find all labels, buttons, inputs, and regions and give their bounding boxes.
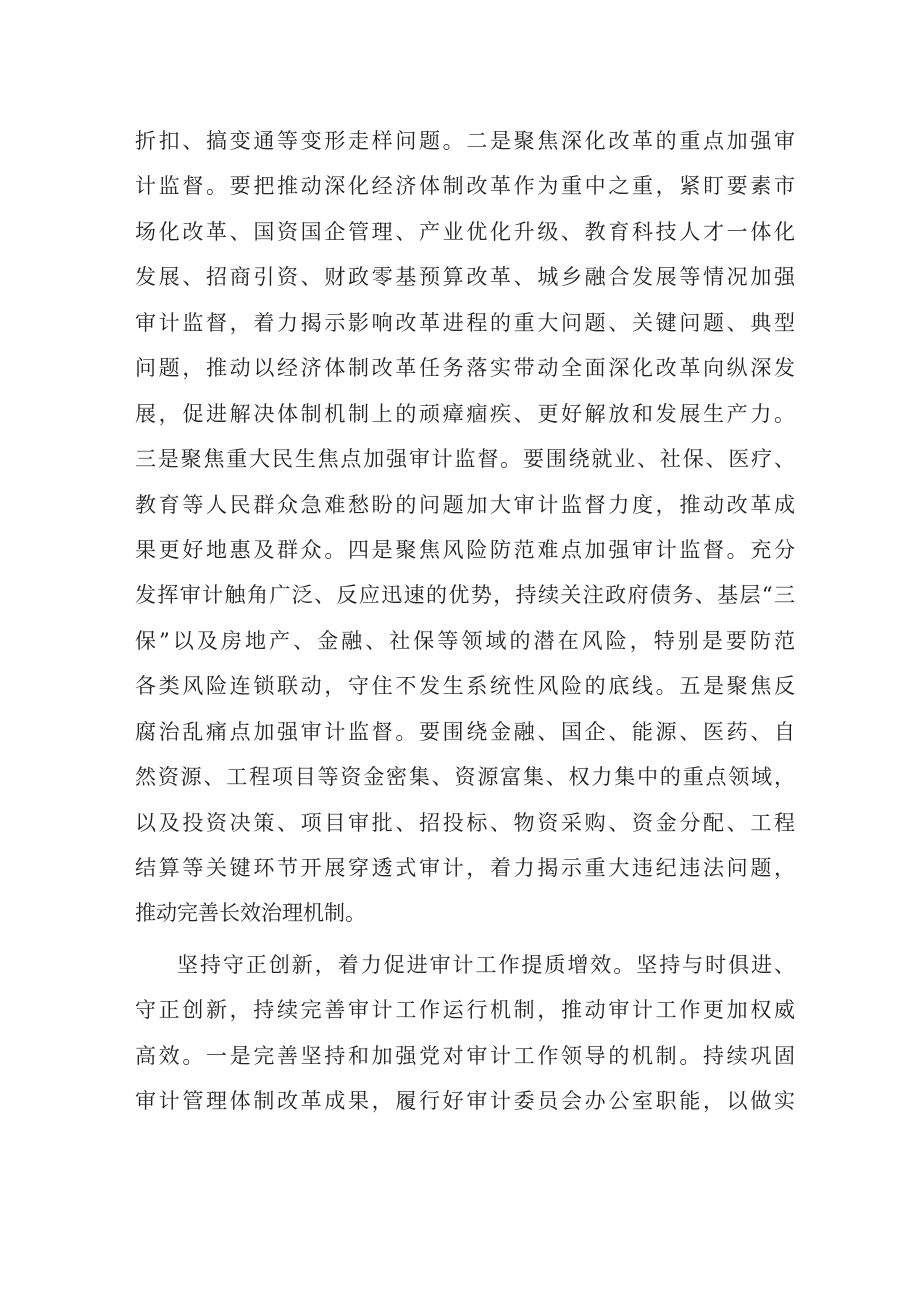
text-line: 守正创新，持续完善审计工作运行机制，推动审计工作更加权威 — [135, 998, 795, 1023]
text-line: 然资源、工程项目等资金密集、资源富集、权力集中的重点领域， — [135, 765, 795, 790]
text-line: 保”以及房地产、金融、社保等领域的潜在风险，特别是要防范 — [135, 628, 795, 653]
paragraph-2 — [135, 943, 795, 1125]
text-line: 发挥审计触角广泛、反应迅速的优势，持续关注政府债务、基层“三 — [135, 583, 795, 608]
document-body — [135, 119, 795, 1125]
text-line: 腐治乱痛点加强审计监督。要围绕金融、国企、能源、医药、自 — [135, 719, 795, 744]
text-line: 场化改革、国资国企管理、产业优化升级、教育科技人才一体化 — [135, 219, 795, 244]
text-line: 坚持守正创新，着力促进审计工作提质增效。坚持与时俱进、 — [177, 952, 795, 977]
text-line: 果更好地惠及群众。四是聚焦风险防范难点加强审计监督。充分 — [135, 537, 795, 562]
text-line: 高效。一是完善坚持和加强党对审计工作领导的机制。持续巩固 — [135, 1043, 795, 1068]
text-line: 教育等人民群众急难愁盼的问题加大审计监督力度，推动改革成 — [135, 492, 795, 517]
text-line: 三是聚焦重大民生焦点加强审计监督。要围绕就业、社保、医疗、 — [135, 447, 795, 472]
text-line: 结算等关键环节开展穿透式审计，着力揭示重大违纪违法问题， — [135, 856, 795, 880]
paragraph-1 — [135, 119, 795, 937]
text-line: 发展、招商引资、财政零基预算改革、城乡融合发展等情况加强 — [135, 265, 795, 290]
text-line: 折扣、搞变通等变形走样问题。二是聚焦深化改革的重点加强审 — [135, 129, 795, 153]
text-line: 问题，推动以经济体制改革任务落实带动全面深化改革向纵深发 — [135, 356, 795, 381]
text-line: 审计监督，着力揭示影响改革进程的重大问题、关键问题、典型 — [135, 310, 795, 335]
text-line: 各类风险连锁联动，守住不发生系统性风险的底线。五是聚焦反 — [135, 674, 795, 699]
text-line: 展，促进解决体制机制上的顽瘴痼疾、更好解放和发展生产力。 — [135, 401, 795, 426]
text-line: 审计管理体制改革成果，履行好审计委员会办公室职能，以做实 — [135, 1089, 795, 1114]
text-line: 以及投资决策、项目审批、招投标、物资采购、资金分配、工程 — [135, 810, 795, 835]
text-line: 计监督。要把推动深化经济体制改革作为重中之重，紧盯要素市 — [135, 174, 795, 199]
text-line: 推动完善长效治理机制。 — [135, 901, 366, 926]
